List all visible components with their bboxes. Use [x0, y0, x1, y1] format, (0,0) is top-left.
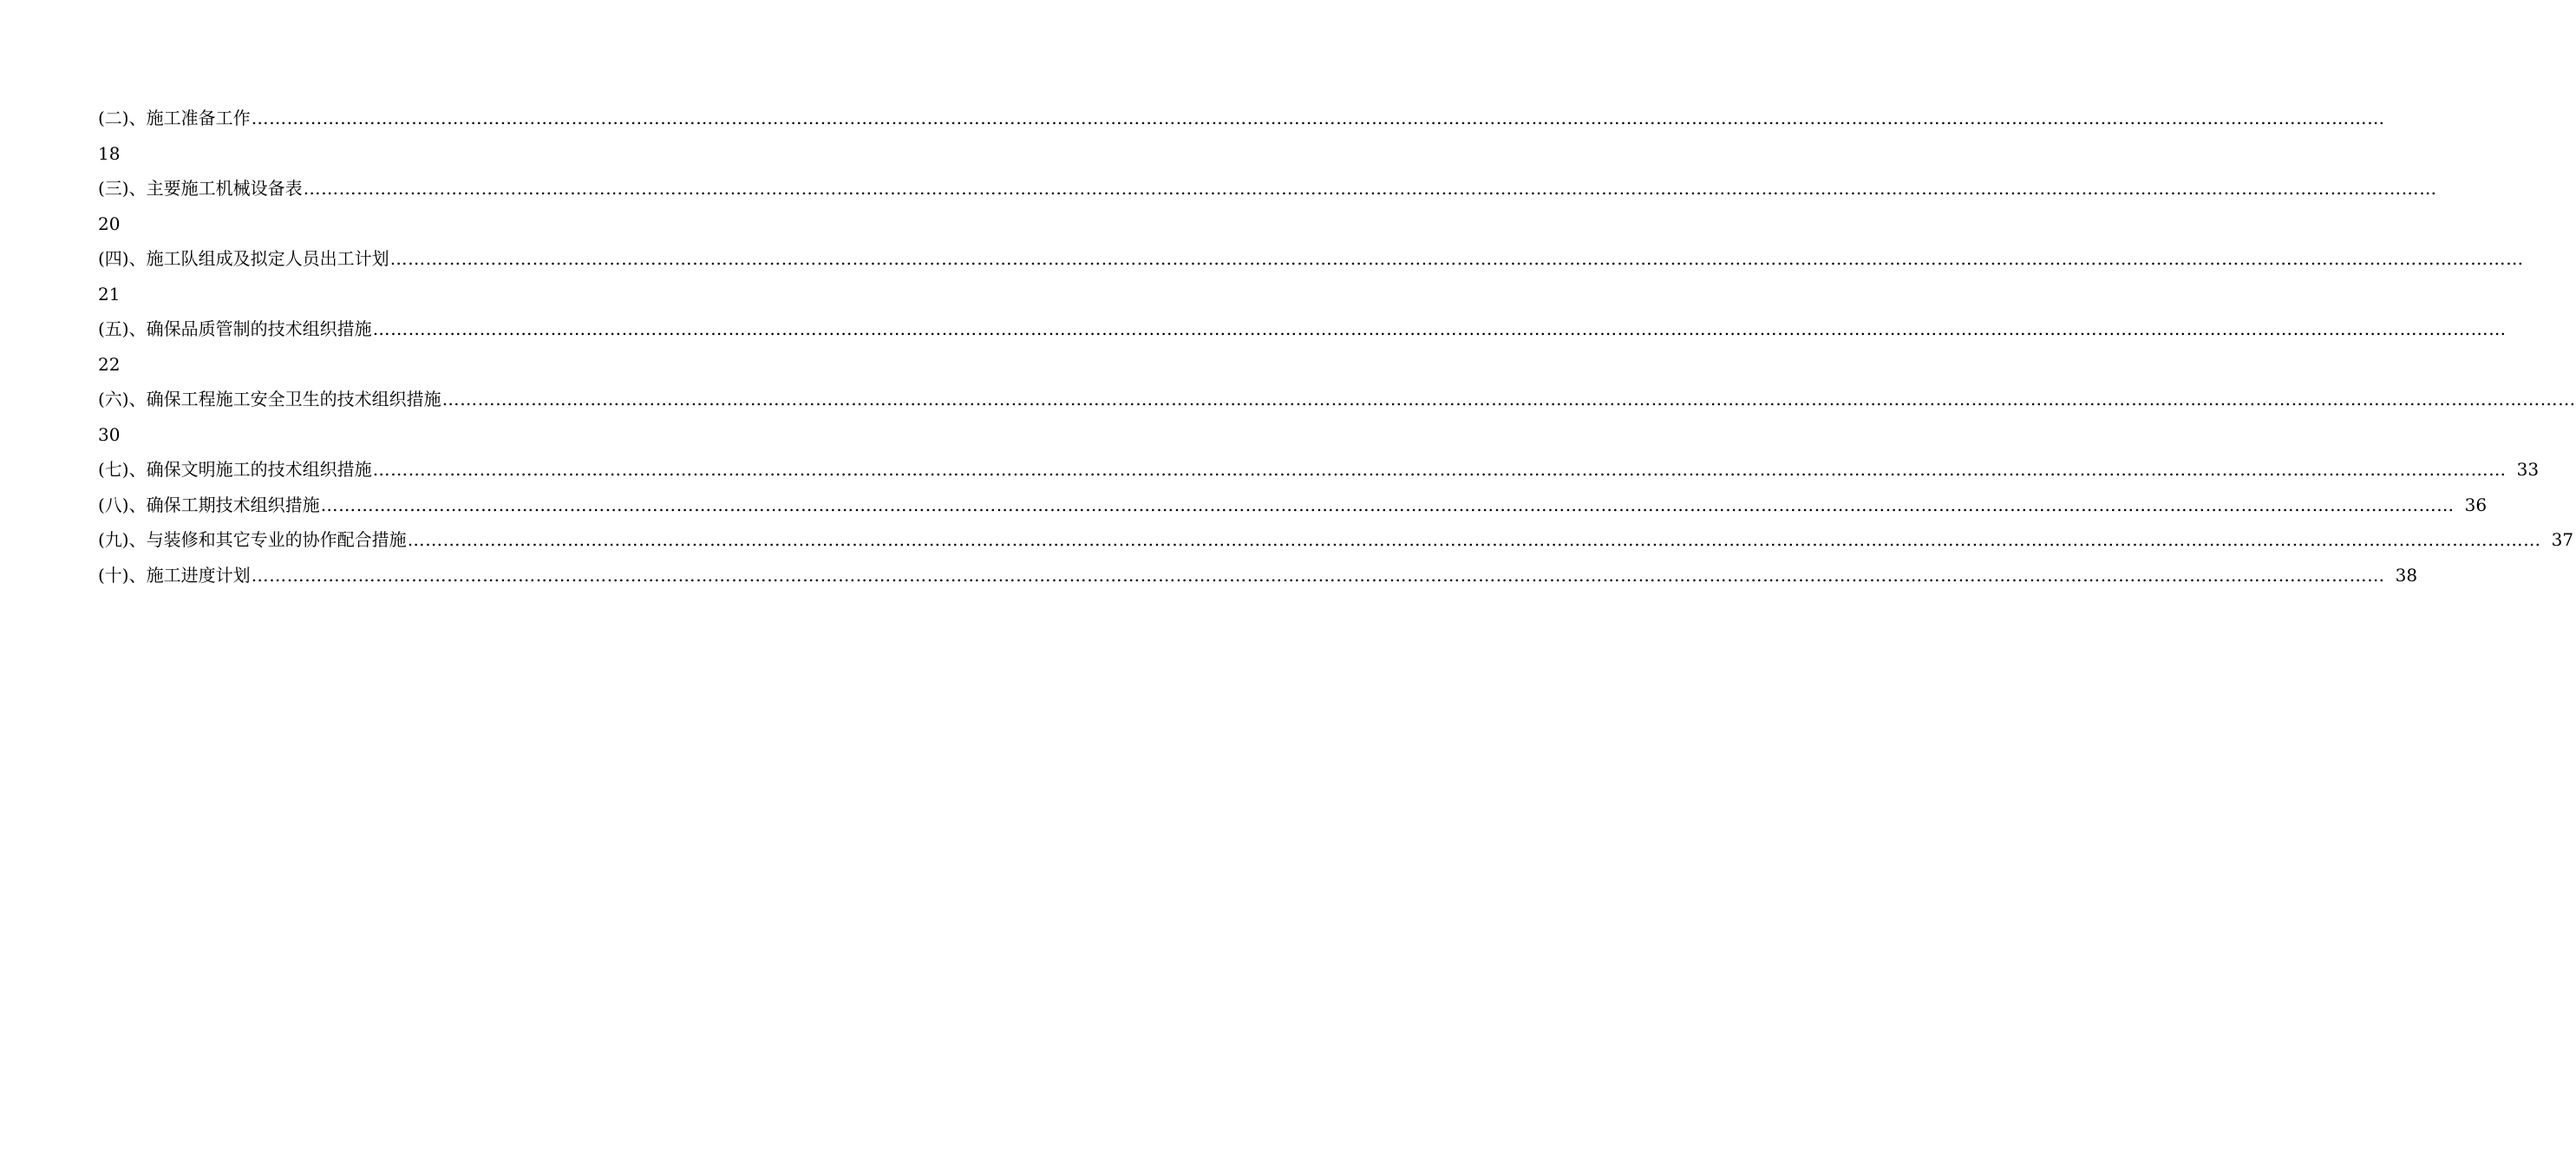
toc-leader-dots: ………………………………………………………………………………………………………………………………………………………………………………………………………………………………………………………………………………………………………………………………	[372, 318, 2507, 339]
table-of-contents	[98, 101, 2576, 593]
toc-leader-dots: ………………………………………………………………………………………………………………………………………………………………………………………………………………………………………………………………………………………………………………………………	[303, 178, 2437, 199]
toc-leader-dots: ………………………………………………………………………………………………………………………………………………………………………………………………………………………………………………………………………………………………………………………………	[251, 564, 2385, 586]
toc-leader-dots: ………………………………………………………………………………………………………………………………………………………………………………………………………………………………………………………………………………………………………………………………	[320, 494, 2455, 515]
toc-entry-page-number: 21	[98, 283, 121, 305]
toc-entry[interactable]	[98, 382, 2576, 452]
toc-leader-dots: ………………………………………………………………………………………………………………………………………………………………………………………………………………………………………………………………………………………………………………………………	[407, 529, 2541, 550]
toc-entry-page-number: 18	[98, 142, 121, 164]
toc-entry-title: (八)、确保工期技术组织措施	[98, 494, 320, 515]
toc-entry[interactable]	[98, 171, 2437, 241]
toc-leader-dots: ………………………………………………………………………………………………………………………………………………………………………………………………………………………………………………………………………………………………………………………………	[251, 108, 2385, 128]
toc-leader-dots: ………………………………………………………………………………………………………………………………………………………………………………………………………………………………………………………………………………………………………………………………	[441, 389, 2576, 409]
toc-entry-page-number: 33	[2516, 459, 2540, 480]
toc-leader-dots: ………………………………………………………………………………………………………………………………………………………………………………………………………………………………………………………………………………………………………………………………	[389, 248, 2524, 269]
toc-entry-title: (四)、施工队组成及拟定人员出工计划	[98, 248, 389, 269]
toc-entry-title: (六)、确保工程施工安全卫生的技术组织措施	[98, 389, 441, 409]
toc-entry-title: (五)、确保品质管制的技术组织措施	[98, 318, 372, 339]
toc-entry-title: (九)、与装修和其它专业的协作配合措施	[98, 529, 407, 550]
toc-entry-page-number: 22	[98, 353, 121, 375]
toc-entry-page-number: 36	[2464, 494, 2488, 515]
toc-entry[interactable]	[98, 558, 2418, 593]
toc-entry[interactable]	[98, 452, 2540, 488]
toc-entry-page-number: 38	[2395, 564, 2418, 586]
toc-entry[interactable]	[98, 101, 2385, 171]
toc-entry[interactable]	[98, 522, 2574, 558]
toc-leader-dots: ………………………………………………………………………………………………………………………………………………………………………………………………………………………………………………………………………………………………………………………………	[372, 459, 2507, 480]
toc-entry-title: (十)、施工进度计划	[98, 564, 251, 586]
toc-entry[interactable]	[98, 241, 2524, 311]
toc-entry-title: (二)、施工准备工作	[98, 108, 251, 128]
toc-entry-page-number: 30	[98, 423, 121, 445]
toc-entry[interactable]	[98, 488, 2488, 523]
toc-entry[interactable]	[98, 311, 2507, 382]
toc-entry-title: (三)、主要施工机械设备表	[98, 178, 303, 199]
toc-entry-page-number: 20	[98, 213, 121, 234]
toc-entry-title: (七)、确保文明施工的技术组织措施	[98, 459, 372, 480]
toc-entry-page-number: 37	[2551, 529, 2574, 550]
